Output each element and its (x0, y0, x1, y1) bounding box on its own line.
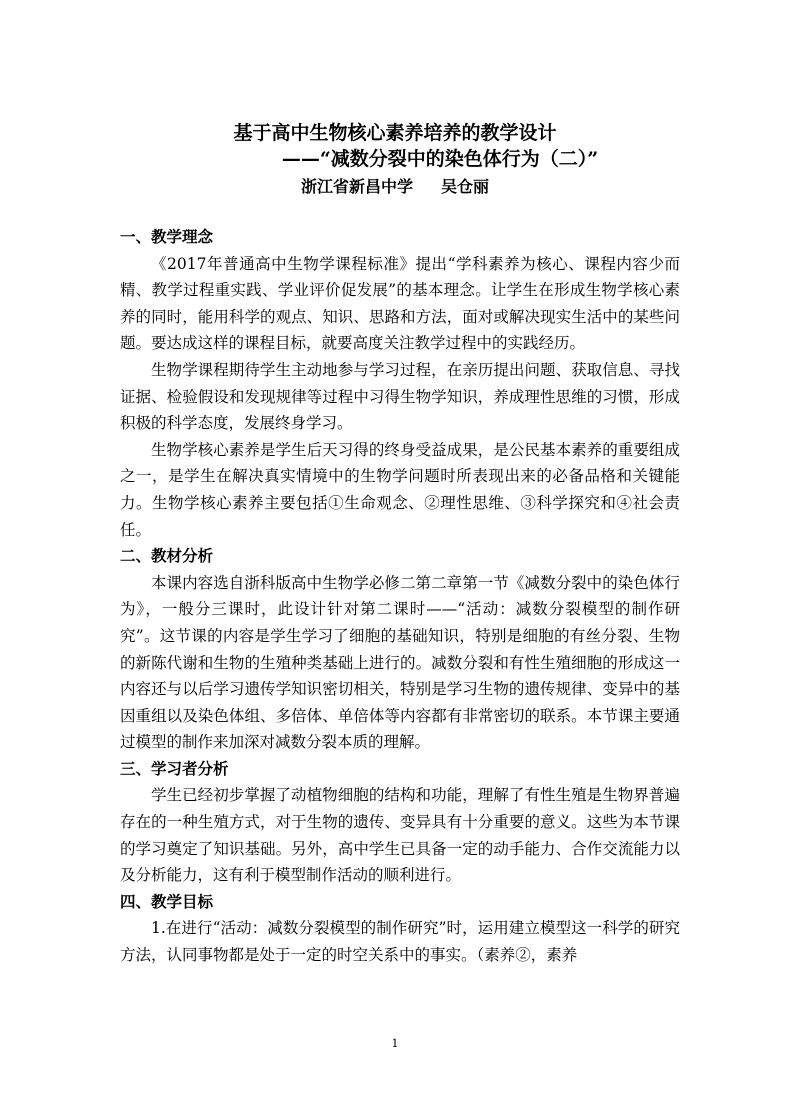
school-name: 浙江省新昌中学 (300, 177, 413, 196)
paragraph: 《2017年普通高中生物学课程标准》提出“学科素养为核心、课程内容少而精、教学过程重实践、学业评价促发展”的基本理念。让学生在形成生物学核心素养的同时，能用科学的观点、知识、思路和方法，面对或解决现实生活中的某些问题。要达成这样的课程目标，就要高度关注教学过程中的实践经历。 (120, 254, 680, 353)
paragraph: 生物学核心素养是学生后天习得的终身受益成果，是公民基本素养的重要组成之一，是学生在解决真实情境中的生物学问题时所表现出来的必备品格和关键能力。生物学核心素养主要包括①生命观念、②理性思维、③科学探究和④社会责任。 (120, 440, 680, 539)
section-learner-analysis (120, 756, 680, 889)
section-heading: 二、教材分析 (120, 546, 214, 566)
author-line (0, 176, 790, 198)
section-heading: 三、学习者分析 (120, 758, 229, 778)
section-teaching-goals (120, 889, 680, 969)
section-textbook-analysis (120, 543, 680, 756)
author-name: 吴仓丽 (441, 177, 490, 196)
document-title: 基于高中生物核心素养培养的教学设计 (233, 122, 557, 144)
section-heading: 四、教学目标 (120, 891, 214, 911)
paragraph: 1.在进行“活动：减数分裂模型的制作研究”时，运用建立模型这一科学的研究方法，认同事物都是处于一定的时空关系中的事实。（素养②，素养 (120, 919, 680, 965)
section-heading: 一、教学理念 (120, 227, 214, 246)
section-teaching-philosophy (120, 224, 680, 543)
page-number: 1 (391, 1037, 399, 1050)
document-subtitle: ——“减数分裂中的染色体行为（二）” (281, 148, 599, 170)
paragraph: 本课内容选自浙科版高中生物学必修二第二章第一节《减数分裂中的染色体行为》，一般分三课时，此设计针对第二课时——“活动：减数分裂模型的制作研究”。这节课的内容是学生学习了细胞的基础知识，特别是细胞的有丝分裂、生物的新陈代谢和生物的生殖种类基础上进行的。减数分裂和有性生殖细胞的形成这一内容还与以后学习遗传学知识密切相关，特别是学习生物的遗传规律、变异中的基因重组以及染色体组、多倍体、单倍体等内容都有非常密切的联系。本节课主要通过模型的制作来加深对减数分裂本质的理解。 (120, 573, 680, 752)
paragraph: 学生已经初步掌握了动植物细胞的结构和功能，理解了有性生殖是生物界普遍存在的一种生殖方式，对于生物的遗传、变异具有十分重要的意义。这些为本节课的学习奠定了知识基础。另外，高中学生已具备一定的动手能力、合作交流能力以及分析能力，这有利于模型制作活动的顺利进行。 (120, 786, 680, 885)
paragraph: 生物学课程期待学生主动地参与学习过程，在亲历提出问题、获取信息、寻找证据、检验假设和发现规律等过程中习得生物学知识，养成理性思维的习惯，形成积极的科学态度，发展终身学习。 (120, 360, 680, 433)
document-body (120, 224, 680, 969)
